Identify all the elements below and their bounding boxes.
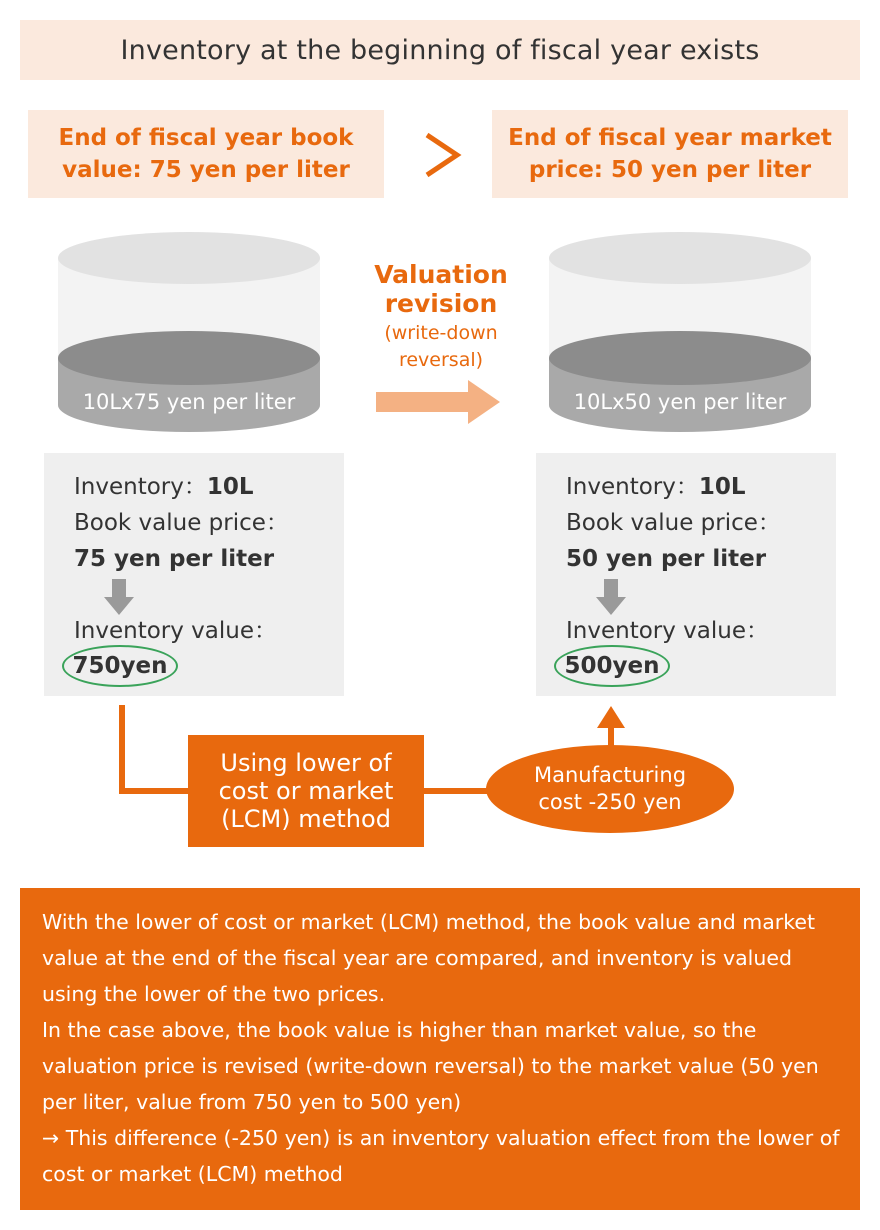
right-price-label: Book value price：	[566, 510, 781, 536]
valuation-revision-title	[352, 260, 530, 318]
right-price-value: 50 yen per liter	[566, 546, 767, 572]
right-inventory-label: Inventory：	[566, 474, 699, 500]
explanation-panel	[20, 888, 860, 1210]
left-value-label: Inventory value：	[74, 618, 277, 644]
left-inventory-value: 10L	[206, 474, 254, 500]
right-inventory-box	[536, 453, 836, 696]
lcm-method-line-3: (LCM) method	[221, 805, 391, 833]
market-price-line-2: price: 50 yen per liter	[528, 157, 812, 183]
explanation-paragraph-1: With the lower of cost or market (LCM) method, the book value and market value at the end of the fiscal year are compared, and inventory is valued using the lower of the two prices.	[42, 910, 815, 1006]
valuation-revision-line-2: revision	[384, 289, 498, 318]
greater-than-icon	[405, 125, 475, 185]
write-down-line-1: (write-down	[384, 322, 498, 344]
market-price-box	[492, 110, 848, 198]
lcm-method-line-2: cost or market	[218, 777, 394, 805]
explanation-paragraph-3: → This difference (-250 yen) is an inventory valuation effect from the lower of cost or market (LCM) method	[42, 1126, 840, 1186]
book-value-line-1: End of fiscal year book	[58, 125, 354, 151]
manufacturing-cost-badge	[486, 745, 734, 833]
right-inventory-row	[566, 469, 746, 505]
right-value-label: Inventory value：	[566, 618, 769, 644]
book-value-line-2: value: 75 yen per liter	[62, 157, 350, 183]
lcm-method-line-1: Using lower of	[220, 749, 392, 777]
header-title: Inventory at the beginning of fiscal year exists	[20, 20, 860, 80]
lcm-method-box	[188, 735, 424, 847]
left-price-label: Book value price：	[74, 510, 289, 536]
manufacturing-cost-line-2: cost -250 yen	[538, 790, 682, 814]
book-value-box	[28, 110, 384, 198]
left-cylinder-label: 10Lx75 yen per liter	[82, 390, 296, 414]
left-inventory-row	[74, 469, 254, 505]
right-cylinder-label: 10Lx50 yen per liter	[573, 390, 787, 414]
right-arrow-icon	[376, 380, 502, 424]
down-arrow-icon	[596, 579, 626, 617]
left-inventory-box	[44, 453, 344, 696]
explanation-paragraph-2: In the case above, the book value is higher than market value, so the valuation price is revised (write-down reversal) to the market value (50 yen per liter, value from 750 yen to 500 yen)	[42, 1018, 819, 1114]
right-inventory-value: 10L	[698, 474, 746, 500]
write-down-line-2: reversal)	[398, 349, 484, 371]
right-inventory-value-circled: 500yen	[554, 645, 670, 687]
market-price-line-1: End of fiscal year market	[508, 125, 832, 151]
write-down-reversal-note	[352, 320, 530, 374]
valuation-revision-line-1: Valuation	[374, 260, 508, 289]
up-arrow-icon	[597, 706, 625, 728]
left-price-value: 75 yen per liter	[74, 546, 275, 572]
down-arrow-icon	[104, 579, 134, 617]
left-inventory-value-circled: 750yen	[62, 645, 178, 687]
manufacturing-cost-line-1: Manufacturing	[533, 763, 687, 787]
left-inventory-label: Inventory：	[74, 474, 207, 500]
